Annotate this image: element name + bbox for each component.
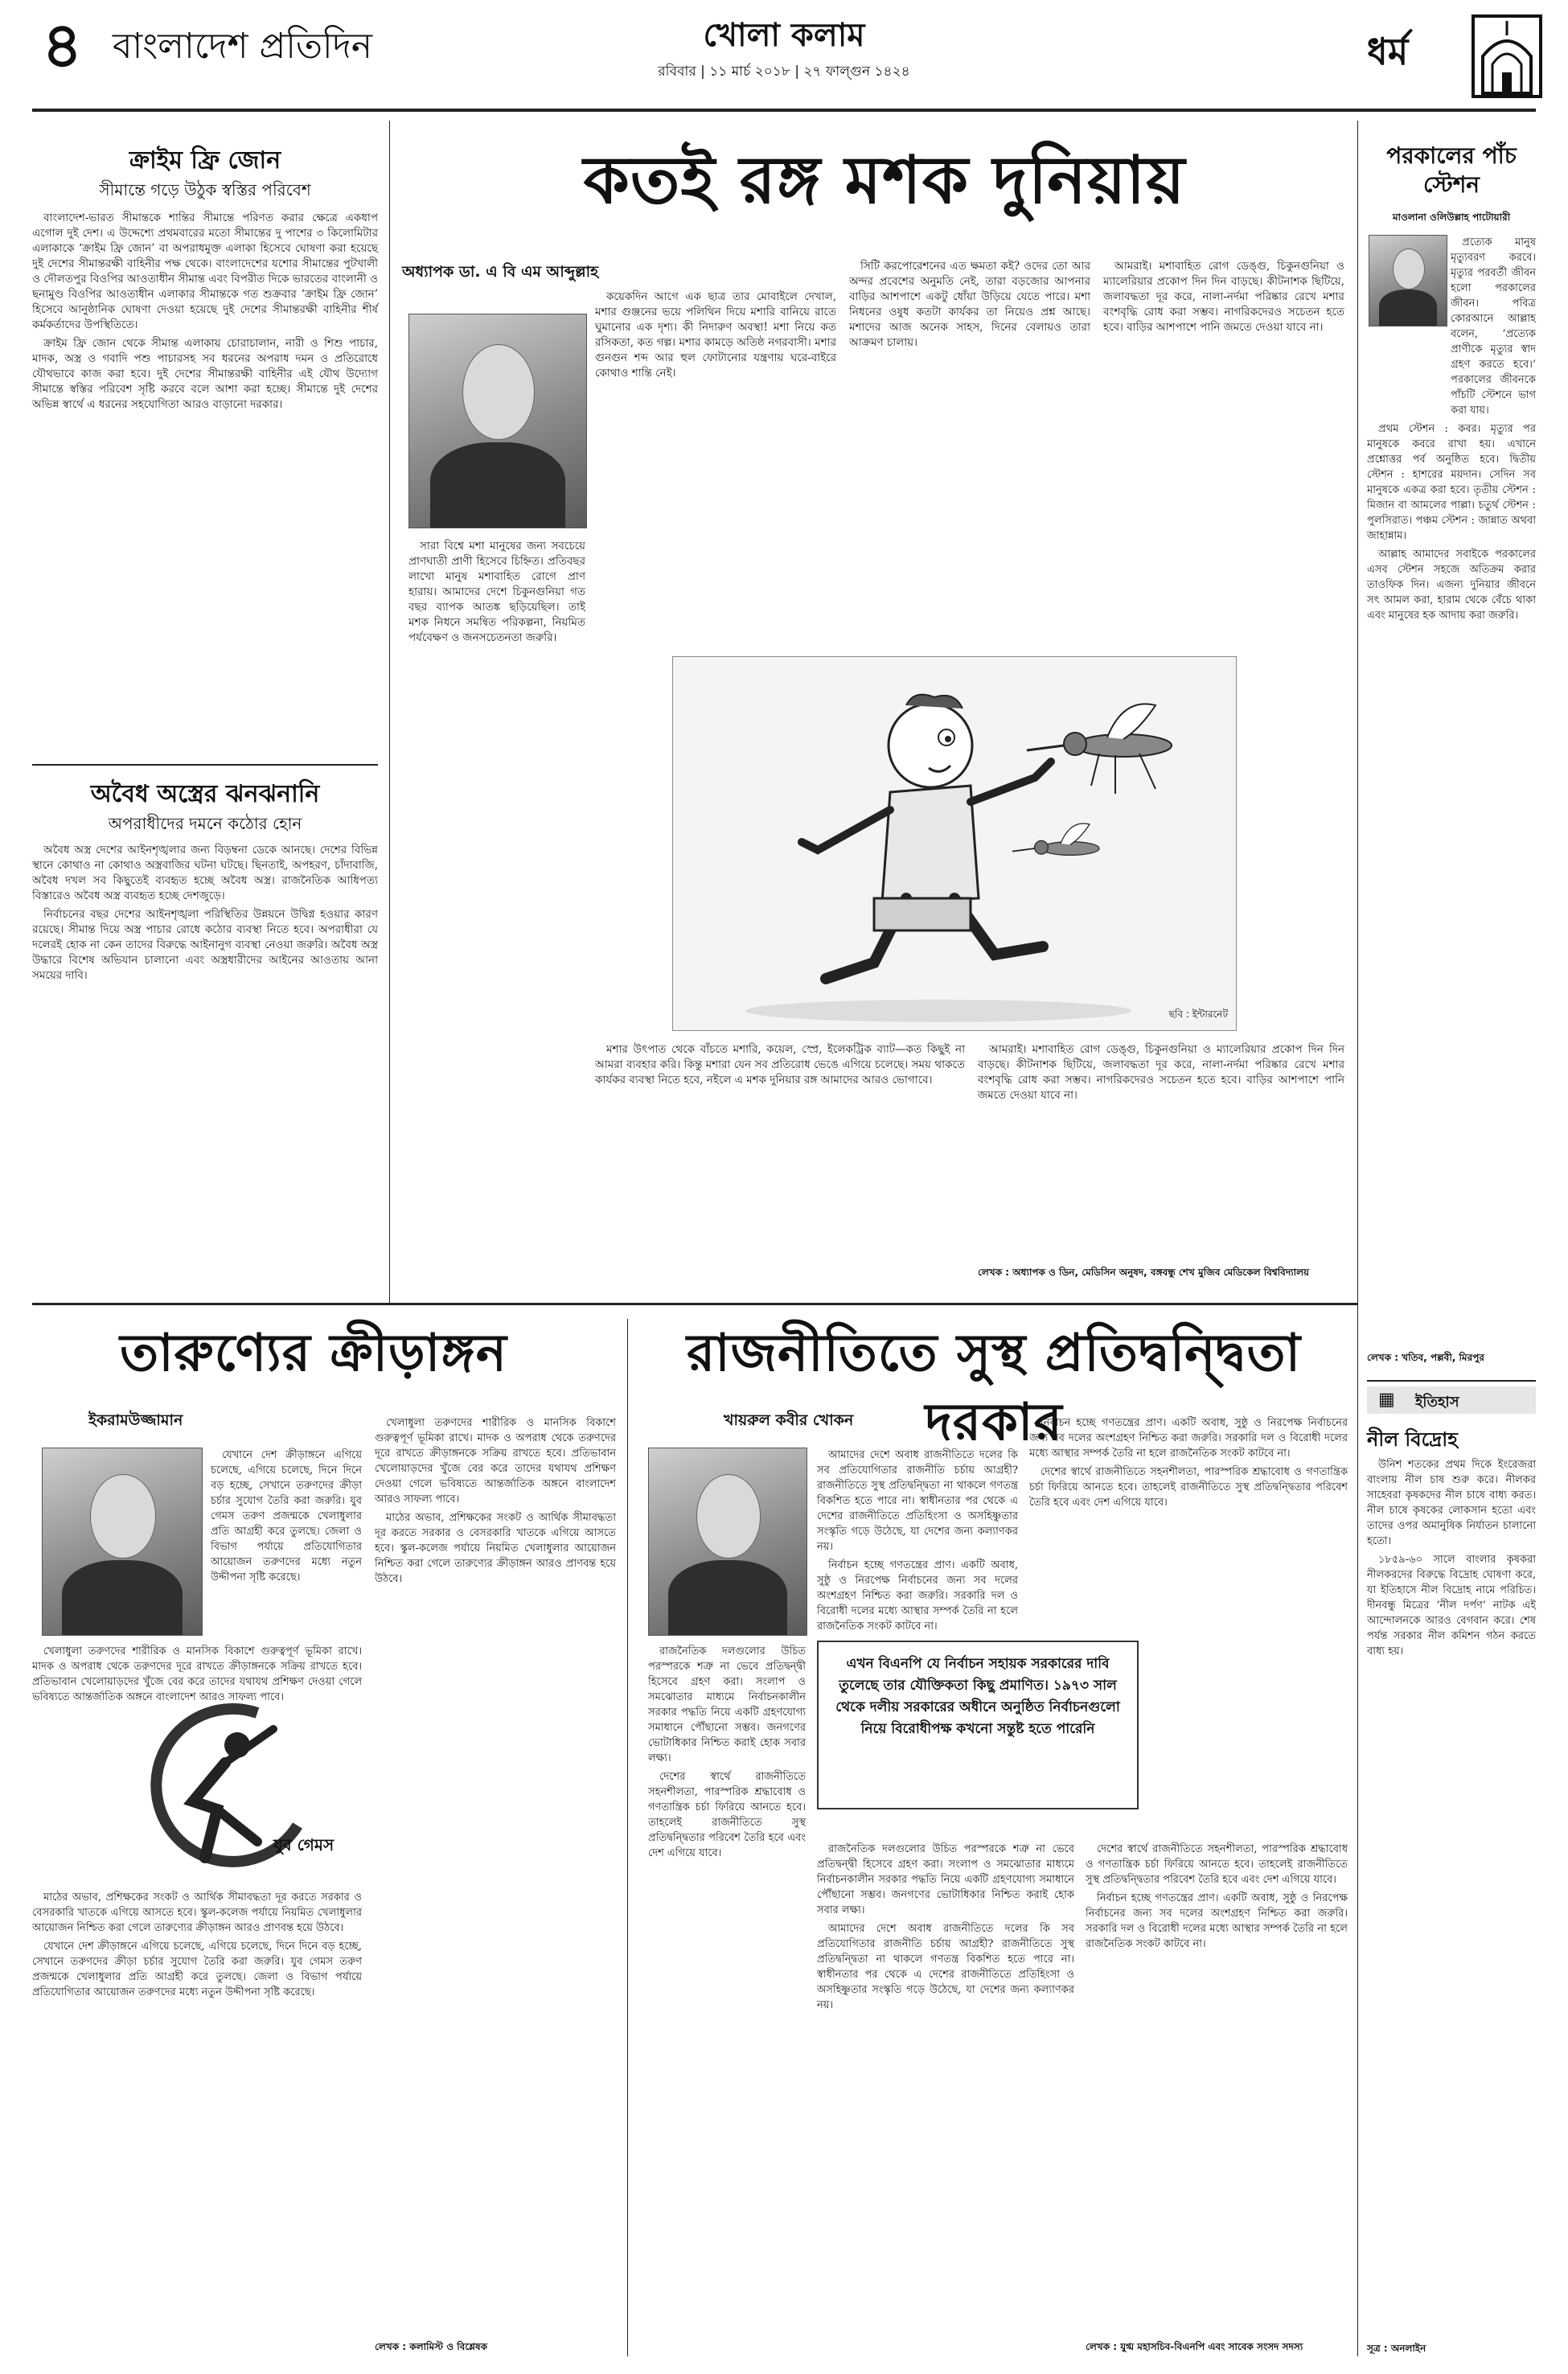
image-caption: ছবি : ইন্টারনেট <box>1168 1008 1228 1020</box>
main-body-below-left: মশার উৎপাত থেকে বাঁচতে মশারি, কয়েল, স্প্রে, ইলেকট্রিক ব্যাট—কত কিছুই না আমরা ব্যবহার করি। কিন্তু মশারা যেন সব প্রতিরোধ ভেঙে এগিয়ে চলেছে। সময় থাকতে কার্যকর ব্যবস্থা নিতে হবে, নইলে এ মশক দুনিয়ার রঙ্গ আমাদের আরও ভোগাবে। <box>595 1043 965 1086</box>
main-headline: কতই রঙ্গ মশক দুনিয়ায় <box>583 142 1186 219</box>
politics-body-a: আমাদের দেশে অবাধ রাজনীতিতে দলের কি সব প্রতিযোগিতার রাজনীতি চর্চায় আগ্রহী? রাজনীতিতে সুস্থ প্রতিদ্বন্দ্বিতা না থাকলে গণতন্ত্র বিকশিত হতে পারে না। স্বাধীনতার পর থেকে এ দেশের রাজনীতিতে প্রতিহিংসা ও অসহিষ্ণুতার সংস্কৃতি গড়ে উঠেছে, যা দেশের জন্য কল্যাণকর নয়। নির্বাচন হচ্ছে গণতন্ত্রের প্রাণ। একটি অবাধ, সুষ্ঠু ও নিরপেক্ষ নির্বাচনের জন্য সব দলের অংশগ্রহণ নিশ্চিত করা জরুরি। সরকারি দল ও বিরোধী দলের মধ্যে আস্থার সম্পর্ক তৈরি না হলে রাজনৈতিক সংকট কাটবে না। <box>817 1449 1018 1633</box>
politics-byline: খায়রুল কবীর খোকন <box>724 1411 854 1429</box>
mosque-icon <box>1472 14 1542 98</box>
col-divider-1 <box>389 121 390 1303</box>
politics-body-e: দেশের স্বার্থে রাজনীতিতে সহনশীলতা, পারস্পরিক শ্রদ্ধাবোধ ও গণতান্ত্রিক চর্চা ফিরিয়ে আনতে হবে। তাহলেই রাজনীতিতে সুস্থ প্রতিদ্বন্দ্বিতার পরিবেশ তৈরি হবে এবং দেশ এগিয়ে যাবে। নির্বাচন হচ্ছে গণতন্ত্রের প্রাণ। একটি অবাধ, সুষ্ঠু ও নিরপেক্ষ নির্বাচনের জন্য সব দলের অংশগ্রহণ নিশ্চিত করা জরুরি। সরকারি দল ও বিরোধী দলের মধ্যে আস্থার সম্পর্ক তৈরি না হলে রাজনৈতিক সংকট কাটবে না। <box>1086 1843 1348 1950</box>
main-body-below-right: আমরাই। মশাবাহিত রোগ ডেঙ্গু, চিকুনগুনিয়া ও ম্যালেরিয়ার প্রকোপ দিন দিন বাড়ছে। কীটনাশক ছিটিয়ে, জলাবদ্ধতা দূর করে, নালা-নর্দমা পরিষ্কার রেখে মশার বংশবৃদ্ধি রোধ করা সম্ভব। নাগরিকদেরও সচেতন হতে হবে। বাড়ির আশপাশে পানি জমতে দেওয়া যাবে না। <box>978 1043 1344 1102</box>
youth-author-note: লেখক : কলামিস্ট ও বিশ্লেষক <box>375 2341 488 2352</box>
youth-body-b: খেলাধুলা তরুণদের শারীরিক ও মানসিক বিকাশে গুরুত্বপূর্ণ ভূমিকা রাখে। মাদক ও অপরাধ থেকে তরুণদের দূরে রাখতে ক্রীড়াঙ্গনকে সক্রিয় রাখতে হবে। প্রতিভাবান খেলোয়াড়দের খুঁজে বের করে তাদের যথাযথ প্রশিক্ষণ দেওয়া গেলে ভবিষ্যতে আন্তর্জাতিক অঙ্গনে বাংলাদেশ আরও সাফল্য পাবে। <box>32 1645 362 1703</box>
politics-author-photo <box>648 1448 807 1636</box>
running-man-mosquito-drawing <box>673 657 1236 1030</box>
youth-headline: তারুণ্যের ক্রীড়াঙ্গন <box>120 1324 507 1383</box>
politics-headline: রাজনীতিতে সুস্থ প্রতিদ্বন্দ্বিতা দরকার <box>686 1324 1302 1452</box>
arms-body: অবৈধ অস্ত্র দেশের আইনশৃঙ্খলার জন্য বিড়ম্বনা ডেকে আনছে। দেশের বিভিন্ন স্থানে কোথাও না কোথাও অস্ত্রবাজির ঘটনা ঘটছে। ছিনতাই, অপহরণ, চাঁদাবাজি, অবৈধ দখল সব কিছুতেই ব্যবহৃত হচ্ছে অবৈধ অস্ত্র। রাজনৈতিক আধিপত্য বিস্তারেও অবৈধ অস্ত্র ব্যবহৃত হচ্ছে দেশজুড়ে। নির্বাচনের বছর দেশের আইনশৃঙ্খলা পরিস্থিতির উন্নয়নে উদ্বিগ্ন হওয়ার কারণ রয়েছে। সীমান্ত দিয়ে অস্ত্র পাচার রোধে কঠোর ব্যবস্থা নিতে হবে। অপরাধীরা যে দলেরই হোক না কেন তাদের বিরুদ্ধে আইনানুগ ব্যবস্থা নেওয়া জরুরি। অবৈধ অস্ত্র উদ্ধারে বিশেষ অভিযান চালানো এবং অস্ত্রধারীদের আইনের আওতায় আনা সময়ের দাবি। <box>32 844 378 982</box>
youth-body-a: যেখানে দেশ ক্রীড়াঙ্গনে এগিয়ে চলেছে, এগিয়ে চলেছে, দিনে দিনে বড় হচ্ছে, সেখানে তরুণদের ক্রীড়া চর্চার সুযোগ তৈরি করা জরুরি। যুব গেমস তরুণ প্রজন্মকে খেলাধুলার প্রতি আগ্রহী করে তুলছে। জেলা ও বিভাগ পর্যায়ে প্রতিযোগিতার আয়োজন তরুণদের মধ্যে নতুন উদ্দীপনা সৃষ্টি করেছে। <box>211 1449 362 1583</box>
history-rule <box>1367 1380 1536 1382</box>
history-title: নীল বিদ্রোহ <box>1367 1428 1458 1451</box>
arms-subtitle: অপরাধীদের দমনে কঠোর হোন <box>108 814 302 833</box>
politics-author-note: লেখক : যুগ্ম মহাসচিব-বিএনপি এবং সাবেক সংসদ সদস্য <box>1086 2341 1303 2352</box>
author-photo <box>408 314 587 528</box>
arms-title: অবৈধ অস্ত্রের ঝনঝনানি <box>90 780 320 808</box>
col-divider-2 <box>1357 121 1358 2356</box>
main-author-note: লেখক : অধ্যাপক ও ডিন, মেডিসিন অনুষদ, বঙ্গবন্ধু শেখ মুজিব মেডিকেল বিশ্ববিদ্যালয় <box>978 1267 1310 1278</box>
mosquito-illustration <box>672 656 1237 1031</box>
section-title: খোলা কলাম <box>703 17 865 54</box>
main-body-col0: সারা বিশ্বে মশা মানুষের জন্য সবচেয়ে প্রাণঘাতী প্রাণী হিসেবে চিহ্নিত। প্রতিবছর লাখো মানুষ মশাবাহিত রোগে প্রাণ হারায়। আমাদের দেশে চিকুনগুনিয়া গত বছর ব্যাপক আতঙ্ক ছড়িয়েছিল। তাই মশক নিধনে সমন্বিত পরিকল্পনা, নিয়মিত পর্যবেক্ষণ ও জনসচেতনতা জরুরি। <box>408 540 585 644</box>
pull-quote: এখন বিএনপি যে নির্বাচন সহায়ক সরকারের দাবি তুলেছে তার যৌক্তিকতা কিছু প্রমাণিত। ১৯৭৩ সাল থেকে দলীয় সরকারের অধীনে অনুষ্ঠিত নির্বাচনগুলো নিয়ে বিরোধীপক্ষ কখনো সন্তুষ্ট হতে পারেনি <box>835 1656 1120 1737</box>
date-line: রবিবার | ১১ মার্চ ২০১৮ | ২৭ ফাল্গুন ১৪২৪ <box>658 64 910 80</box>
masthead-rule <box>32 109 1536 112</box>
history-tag-box <box>1367 1386 1536 1414</box>
pull-quote-box <box>817 1641 1139 1809</box>
main-byline: অধ্যাপক ডা. এ বি এম আব্দুল্লাহ <box>402 263 599 281</box>
paper-name: বাংলাদেশ প্রতিদিন <box>113 26 372 67</box>
youth-author-photo <box>42 1448 203 1636</box>
masthead <box>0 0 1568 109</box>
right-body: প্রত্যেক মানুষ মৃত্যুবরণ করবে। মৃত্যুর পরবর্তী জীবন হলো পরকালের জীবন। পবিত্র কোরআনে আল্লাহ বলেন, ‘প্রত্যেক প্রাণীকে মৃত্যুর স্বাদ গ্রহণ করতে হবে।’ পরকালের জীবনকে পাঁচটি স্টেশনে ভাগ করা যায়। প্রথম স্টেশন : কবর। মৃত্যুর পর মানুষকে কবরে রাখা হয়। এখানে প্রশ্নোত্তর পর্ব অনুষ্ঠিত হবে। দ্বিতীয় স্টেশন : হাশরের ময়দান। সেদিন সব মানুষকে একত্র করা হবে। তৃতীয় স্টেশন : মিজান বা আমলের পাল্লা। চতুর্থ স্টেশন : পুলসিরাত। পঞ্চম স্টেশন : জান্নাত অথবা জাহান্নাম। আল্লাহ আমাদের সবাইকে পরকালের এসব স্টেশন সহজে অতিক্রম করার তাওফিক দিন। এজন্য দুনিয়ার জীবনে সৎ আমল করা, হারাম থেকে বেঁচে থাকা এবং মানুষের হক আদায় করা জরুরি। <box>1367 236 1536 622</box>
section-tag: ধর্ম <box>1367 30 1409 73</box>
politics-body-d: রাজনৈতিক দলগুলোর উচিত পরস্পরকে শত্রু না ভেবে প্রতিদ্বন্দ্বী হিসেবে গ্রহণ করা। সংলাপ ও সমঝোতার মাধ্যমে নির্বাচনকালীন সরকার পদ্ধতি নিয়ে একটি গ্রহণযোগ্য সমাধানে পৌঁছানো সম্ভব। জনগণের ভোটাধিকার নিশ্চিত করাই হোক সবার লক্ষ্য। আমাদের দেশে অবাধ রাজনীতিতে দলের কি সব প্রতিযোগিতার রাজনীতি চর্চায় আগ্রহী? রাজনীতিতে সুস্থ প্রতিদ্বন্দ্বিতা না থাকলে গণতন্ত্র বিকশিত হতে পারে না। স্বাধীনতার পর থেকে এ দেশের রাজনীতিতে প্রতিহিংসা ও অসহিষ্ণুতার সংস্কৃতি গড়ে উঠেছে, যা দেশের জন্য কল্যাণকর নয়। <box>817 1843 1074 2011</box>
right-title: পরকালের পাঁচ স্টেশন <box>1386 142 1517 198</box>
politics-body-b: রাজনৈতিক দলগুলোর উচিত পরস্পরকে শত্রু না ভেবে প্রতিদ্বন্দ্বী হিসেবে গ্রহণ করা। সংলাপ ও সমঝোতার মাধ্যমে নির্বাচনকালীন সরকার পদ্ধতি নিয়ে একটি গ্রহণযোগ্য সমাধানে পৌঁছানো সম্ভব। জনগণের ভোটাধিকার নিশ্চিত করাই হোক সবার লক্ষ্য। দেশের স্বার্থে রাজনীতিতে সহনশীলতা, পারস্পরিক শ্রদ্ধাবোধ ও গণতান্ত্রিক চর্চা ফিরিয়ে আনতে হবে। তাহলেই রাজনীতিতে সুস্থ প্রতিদ্বন্দ্বিতার পরিবেশ তৈরি হবে এবং দেশ এগিয়ে যাবে। <box>648 1645 806 1859</box>
youth-body-d: খেলাধুলা তরুণদের শারীরিক ও মানসিক বিকাশে গুরুত্বপূর্ণ ভূমিকা রাখে। মাদক ও অপরাধ থেকে তরুণদের দূরে রাখতে ক্রীড়াঙ্গনকে সক্রিয় রাখতে হবে। প্রতিভাবান খেলোয়াড়দের খুঁজে বের করে তাদের যথাযথ প্রশিক্ষণ দেওয়া গেলে ভবিষ্যতে আন্তর্জাতিক অঙ্গনে বাংলাদেশ আরও সাফল্য পাবে। মাঠের অভাব, প্রশিক্ষকের সংকট ও আর্থিক সীমাবদ্ধতা দূর করতে সরকার ও বেসরকারি খাতকে এগিয়ে আসতে হবে। স্কুল-কলেজ পর্যায়ে নিয়মিত খেলাধুলার আয়োজন নিশ্চিত করা গেলে তারুণ্যের ক্রীড়াঙ্গন আরও প্রাণবন্ত হয়ে উঠবে। <box>375 1417 616 1585</box>
bottom-section-rule <box>32 1303 1357 1305</box>
book-icon: ▦ <box>1378 1390 1395 1410</box>
youth-body-c: মাঠের অভাব, প্রশিক্ষকের সংকট ও আর্থিক সীমাবদ্ধতা দূর করতে সরকার ও বেসরকারি খাতকে এগিয়ে আসতে হবে। স্কুল-কলেজ পর্যায়ে নিয়মিত খেলাধুলার আয়োজন নিশ্চিত করা গেলে তারুণ্যের ক্রীড়াঙ্গন আরও প্রাণবন্ত হয়ে উঠবে। যেখানে দেশ ক্রীড়াঙ্গনে এগিয়ে চলেছে, এগিয়ে চলেছে, দিনে দিনে বড় হচ্ছে, সেখানে তরুণদের ক্রীড়া চর্চার সুযোগ তৈরি করা জরুরি। যুব গেমস তরুণ প্রজন্মকে খেলাধুলার প্রতি আগ্রহী করে তুলছে। জেলা ও বিভাগ পর্যায়ে প্রতিযোগিতার আয়োজন তরুণদের মধ্যে নতুন উদ্দীপনা সৃষ্টি করেছে। <box>32 1891 362 1998</box>
politics-body-c: নির্বাচন হচ্ছে গণতন্ত্রের প্রাণ। একটি অবাধ, সুষ্ঠু ও নিরপেক্ষ নির্বাচনের জন্য সব দলের অংশগ্রহণ নিশ্চিত করা জরুরি। সরকারি দল ও বিরোধী দলের মধ্যে আস্থার সম্পর্ক তৈরি না হলে রাজনৈতিক সংকট কাটবে না। দেশের স্বার্থে রাজনীতিতে সহনশীলতা, পারস্পরিক শ্রদ্ধাবোধ ও গণতান্ত্রিক চর্চা ফিরিয়ে আনতে হবে। তাহলেই রাজনীতিতে সুস্থ প্রতিদ্বন্দ্বিতার পরিবেশ তৈরি হবে এবং দেশ এগিয়ে যাবে। <box>1029 1417 1348 1509</box>
page-number: ৪ <box>42 10 83 82</box>
crime-body: বাংলাদেশ-ভারত সীমান্তকে শান্তির সীমান্তে পরিণত করার ক্ষেত্রে একধাপ এগোল দুই দেশ। এ উদ্দেশ্যে প্রথমবারের মতো সীমান্তের দু পাশের ৩ কিলোমিটার এলাকাকে ‘ক্রাইম ফ্রি জোন’ বা অপরাধমুক্ত এলাকা হিসেবে ঘোষণা করা হয়েছে দুই দেশের সীমান্তরক্ষী বাহিনীর পক্ষ থেকে। বাংলাদেশের যশোর সীমান্তের পুটখালী ও দৌলতপুর বিওপির আওতাধীন সীমান্ত এবং বিপরীত দিকে ভারতের বাংলানী ও ছনামুণ্ড বিওপির আওতাধীন এলাকার সীমান্তকে গত শুক্রবার ‘ক্রাইম ফ্রি জোন’ হিসেবে আনুষ্ঠানিক ঘোষণা দেওয়া হয়েছে দুই দেশের সীমান্তরক্ষী বাহিনীর শীর্ষ কর্মকর্তাদের উপস্থিতিতে। ক্রাইম ফ্রি জোন থেকে সীমান্ত এলাকায় চোরাচালান, নারী ও শিশু পাচার, মাদক, অস্ত্র ও গবাদি পশু পাচারসহ সব ধরনের অপরাধ দমন ও প্রতিরোধে যৌথভাবে কাজ করা হবে। দুই দেশের সীমান্তরক্ষী বাহিনীর এই যৌথ উদ্যোগ সীমান্তে স্বস্তির পরিবেশ সৃষ্টি করবে বলে আশা করা হচ্ছে। সীমান্তে দুই দেশের অভিন্ন স্বার্থে এ ধরনের সহযোগিতা আরও বাড়ানো দরকার। <box>32 212 378 411</box>
history-body: উনিশ শতকের প্রথম দিকে ইংরেজরা বাংলায় নীল চাষ শুরু করে। নীলকর সাহেবরা কৃষকদের নীল চাষে বাধ্য করত। নীল চাষে কৃষকের লোকসান হতো এবং তাদের ওপর অমানুষিক নির্যাতন চালানো হতো। ১৮৫৯-৬০ সালে বাংলার কৃষকরা নীলকরদের বিরুদ্ধে বিদ্রোহ ঘোষণা করে, যা ইতিহাসে নীল বিদ্রোহ নামে পরিচিত। দীনবন্ধু মিত্রের ‘নীল দর্পণ’ নাটক এই আন্দোলনকে আরও বেগবান করে। শেষ পর্যন্ত সরকার নীল কমিশন গঠন করতে বাধ্য হয়। <box>1367 1459 1536 1657</box>
crime-title: ক্রাইম ফ্রি জোন <box>129 146 281 175</box>
crime-subtitle: সীমান্তে গড়ে উঠুক স্বস্তির পরিবেশ <box>99 180 311 199</box>
main-body-col1: কয়েকদিন আগে এক ছাত্র তার মোবাইলে দেখাল, মশার গুঞ্জনের ভয়ে পলিথিন দিয়ে মশারি বানিয়ে রাতে ঘুমানোর এক দৃশ্য। কী নিদারুণ অবস্থা! মশা নিয়ে কত রসিকতা, কত গল্প। মশার কামড়ে অতিষ্ঠ নগরবাসী। মশার গুনগুন শব্দ আর হুল ফোটানোর যন্ত্রণায় ঘরে-বাইরে কোথাও শান্তি নেই। <box>595 290 836 380</box>
youth-byline: ইকরামউজ্জামান <box>88 1411 183 1429</box>
left-divider <box>32 764 378 766</box>
right-byline: মাওলানা ওলিউল্লাহ পাটোয়ারী <box>1392 212 1511 223</box>
youth-logo-text: যুব গেমস <box>273 1835 335 1854</box>
right-author-note: লেখক : খতিব, পল্লবী, মিরপুর <box>1367 1352 1484 1363</box>
bottom-col-divider <box>627 1319 628 2356</box>
history-note: সূত্র : অনলাইন <box>1367 2343 1426 2354</box>
history-tag: ইতিহাস <box>1415 1394 1459 1411</box>
main-body-col3: আমরাই। মশাবাহিত রোগ ডেঙ্গু, চিকুনগুনিয়া ও ম্যালেরিয়ার প্রকোপ দিন দিন বাড়ছে। কীটনাশক ছিটিয়ে, জলাবদ্ধতা দূর করে, নালা-নর্দমা পরিষ্কার রেখে মশার বংশবৃদ্ধি রোধ করা সম্ভব। নাগরিকদেরও সচেতন হতে হবে। বাড়ির আশপাশে পানি জমতে দেওয়া যাবে না। <box>1103 260 1344 334</box>
youth-games-logo <box>96 1689 354 1882</box>
main-body-col2: সিটি করপোরেশনের এত ক্ষমতা কই? ওদের তো আর অন্দর প্রবেশের অনুমতি নেই, তারা বড়জোর আপনার বাড়ির আশপাশে একটু ধোঁয়া উড়িয়ে যেতে পারে। মশা নিধনের ওষুধ কতটা কার্যকর তা নিয়েও প্রশ্ন আছে। মশাদের আজ অনেক সাহস, দিনের বেলায়ও তারা আক্রমণ চালায়। <box>849 260 1090 349</box>
